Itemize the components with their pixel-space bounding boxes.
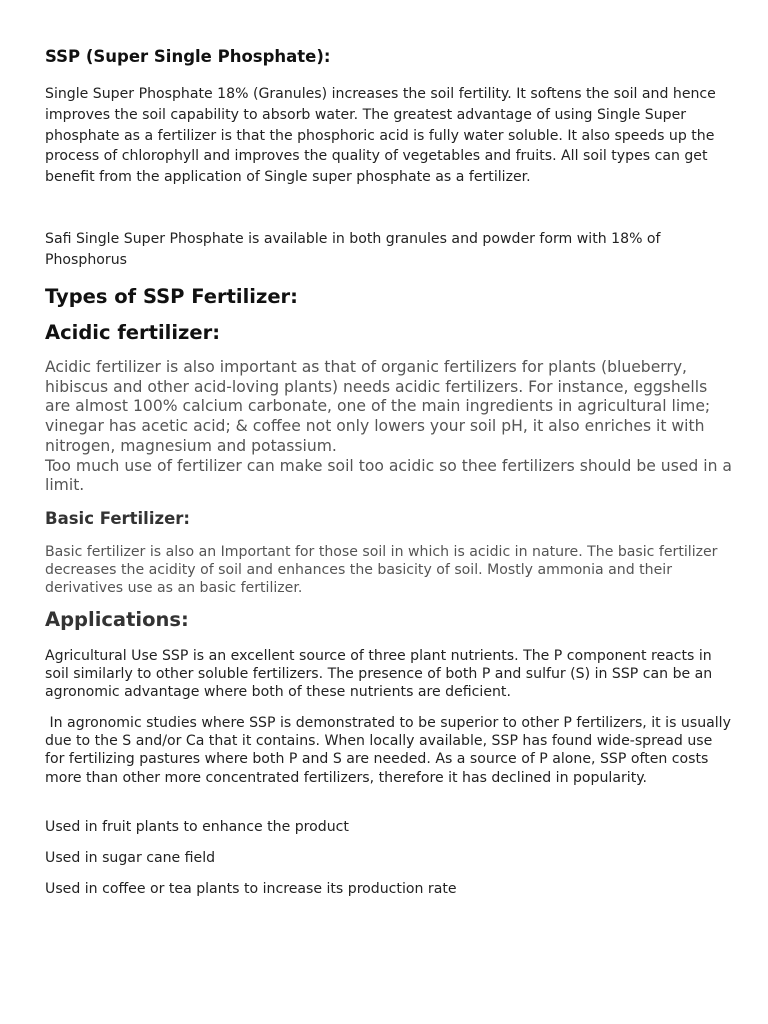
types-heading: Types of SSP Fertilizer: (45, 285, 298, 308)
applications-paragraph-2: In agronomic studies where SSP is demonstrated to be superior to other P fertilizers, it is usually due to the S and/or Ca that it contains. When locally available, SSP has found wide-spread use for fertilizing pastures where both P and S are needed. As a source of P alone, SSP often costs more than other more concentrated fertilizers, therefore it has declined in popularity. (45, 715, 736, 786)
acidic-paragraph-line-2: Too much use of fertilizer can make soil too acidic so thee fertilizers should be used in a limit. (45, 456, 732, 495)
applications-paragraph-1: Agricultural Use SSP is an excellent source of three plant nutrients. The P component reacts in soil similarly to other soluble fertilizers. The presence of both P and sulfur (S) in SSP can be an agronomic advantage where both of these nutrients are deficient. (45, 648, 713, 701)
applications-heading: Applications: (45, 608, 189, 631)
use-item-coffee-tea: Used in coffee or tea plants to increase its production rate (45, 881, 457, 897)
use-item-sugar-cane: Used in sugar cane field (45, 850, 216, 866)
basic-paragraph: Basic fertilizer is also an Important for those soil in which is acidic in nature. The basic fertilizer decreases the acidity of soil and enhances the basicity of soil. Mostly ammonia and their derivatives use as an basic fertilizer. (45, 544, 718, 596)
acidic-paragraph (45, 358, 735, 496)
ssp-heading: SSP (Super Single Phosphate): (45, 47, 331, 66)
use-item-fruit: Used in fruit plants to enhance the product (45, 819, 349, 835)
acidic-heading: Acidic fertilizer: (45, 321, 221, 344)
ssp-paragraph-1: Single Super Phosphate 18% (Granules) increases the soil fertility. It softens the soil and hence improves the soil capability to absorb water. The greatest advantage of using Single Super phosphate as a fertilizer is that the phosphoric acid is fully water soluble. It also speeds up the process of chlorophyll and improves the quality of vegetables and fruits. All soil types can get benefit from the application of Single super phosphate as a fertilizer. (45, 86, 716, 186)
acidic-paragraph-line-1: Acidic fertilizer is also important as that of organic fertilizers for plants (blueberry, hibiscus and other acid-loving plants) needs acidic fertilizers. For instance, eggshells are almost 100% calcium carbonate, one of the main ingredients in agricultural lime; vinegar has acetic acid; & coffee not only lowers your soil pH, it also enriches it with nitrogen, magnesium and potassium. (45, 358, 711, 455)
ssp-paragraph-2: Safi Single Super Phosphate is available in both granules and powder form with 18% of Phosphorus (45, 231, 661, 268)
basic-heading: Basic Fertilizer: (45, 509, 191, 528)
